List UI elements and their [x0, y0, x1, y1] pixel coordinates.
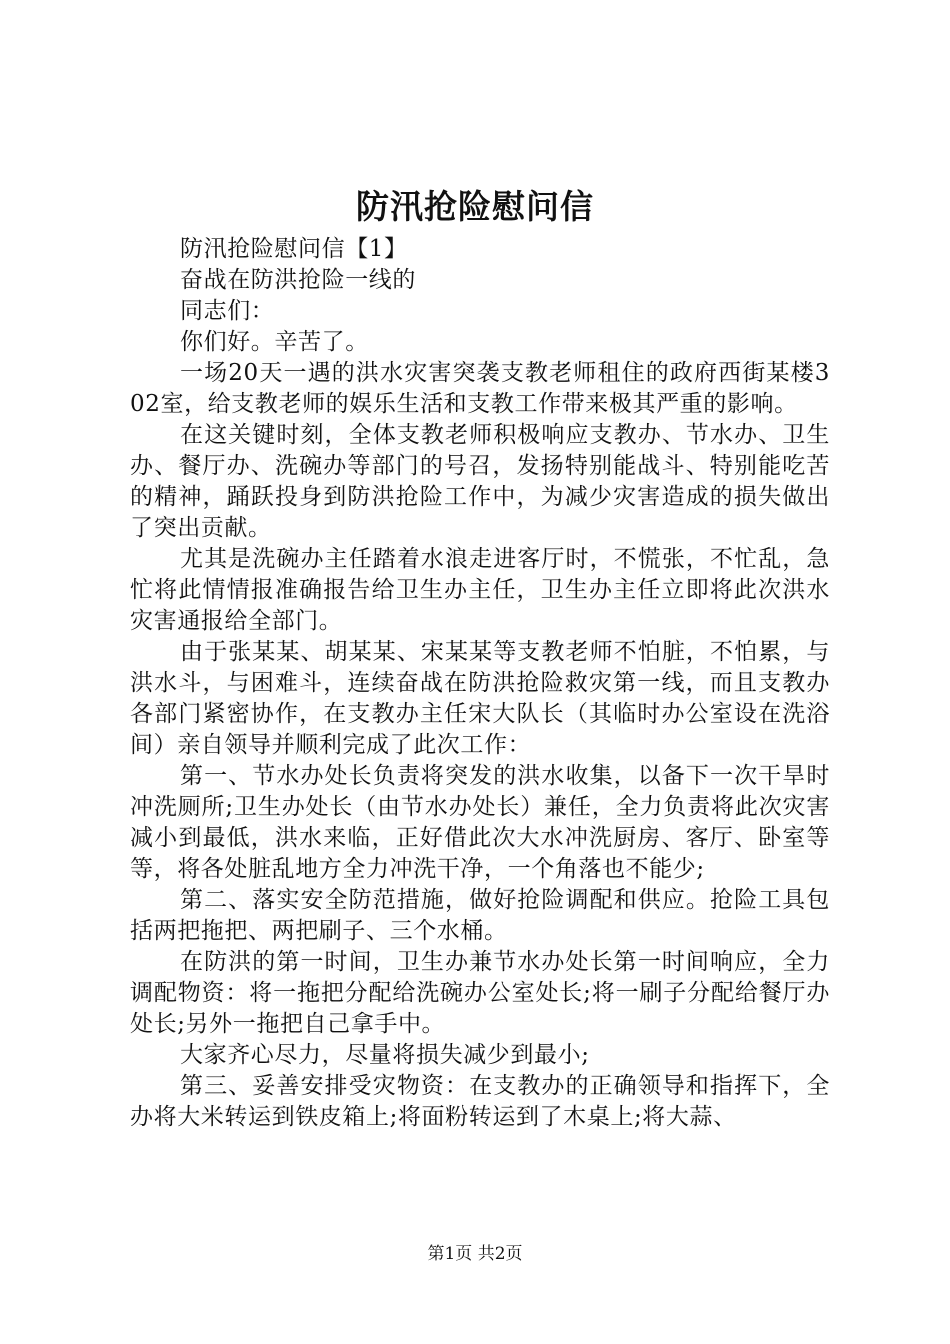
paragraph-body: 由于张某某、胡某某、宋某某等支教老师不怕脏，不怕累，与洪水斗，与困难斗，连续奋战在防洪抢险救灾第一线，而且支教办各部门紧密协作，在支教办主任宋大队长（其临时办公室设在洗浴间）亲自领导并顺利完成了此次工作： [130, 639, 830, 758]
paragraph-body: 尤其是洗碗办主任踏着水浪走进客厅时，不慌张，不忙乱，急忙将此情情报准确报告给卫生办主任，卫生办主任立即将此次洪水灾害通报给全部门。 [130, 546, 830, 634]
document-title: 防汛抢险慰问信 [356, 187, 594, 226]
paragraph-body: 大家齐心尽力，尽量将损失减少到最小; [180, 1042, 590, 1068]
paragraph-body: 第二、落实安全防范措施，做好抢险调配和供应。抢险工具包括两把拖把、两把刷子、三个水桶。 [130, 887, 830, 944]
page-footer: 第1页 共2页 [427, 1244, 523, 1264]
paragraph-body: 第一、节水办处长负责将突发的洪水收集，以备下一次干旱时冲洗厕所;卫生办处长（由节水办处长）兼任，全力负责将此次灾害减小到最低，洪水来临，正好借此次大水冲洗厨房、客厅、卧室等等，将各处脏乱地方全力冲洗干净，一个角落也不能少; [130, 763, 830, 882]
paragraph-greeting: 你们好。辛苦了。 [180, 329, 369, 355]
paragraph-salutation-line1: 奋战在防洪抢险一线的 [180, 267, 416, 293]
paragraph-body: 第三、妥善安排受灾物资：在支教办的正确领导和指挥下，全办将大米转运到铁皮箱上;将面粉转运到了木桌上;将大蒜、 [130, 1073, 830, 1130]
document-body [130, 234, 830, 1133]
paragraph-salutation-line2: 同志们： [180, 298, 275, 324]
paragraph-body: 一场20天一遇的洪水灾害突袭支教老师租住的政府西街某楼302室，给支教老师的娱乐生活和支教工作带来极其严重的影响。 [130, 360, 830, 417]
paragraph-body: 在防洪的第一时间，卫生办兼节水办处长第一时间响应，全力调配物资：将一拖把分配给洗碗办公室处长;将一刷子分配给餐厅办处长;另外一拖把自己拿手中。 [130, 949, 830, 1037]
paragraph-body: 在这关键时刻，全体支教老师积极响应支教办、节水办、卫生办、餐厅办、洗碗办等部门的号召，发扬特别能战斗、特别能吃苦的精神，踊跃投身到防洪抢险工作中，为减少灾害造成的损失做出了突出贡献。 [130, 422, 830, 541]
paragraph-heading: 防汛抢险慰问信【1】 [180, 236, 408, 262]
